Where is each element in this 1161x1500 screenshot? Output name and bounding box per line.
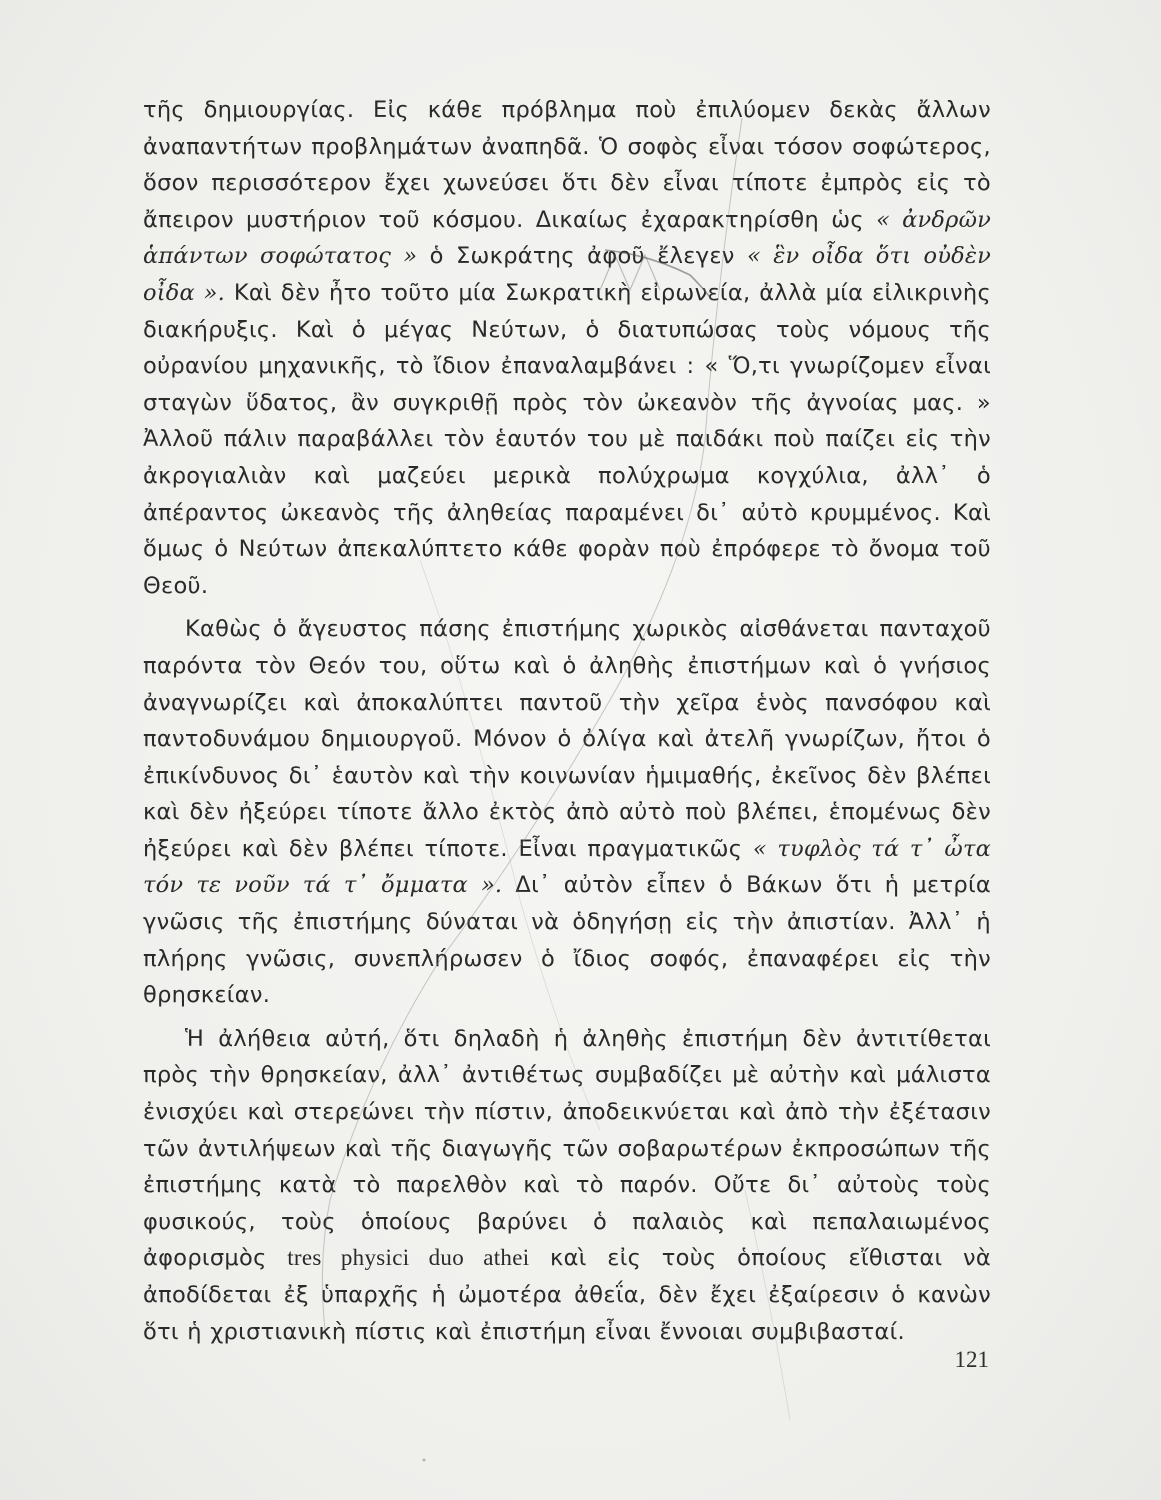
text-run: τῆς δημιουργίας. Εἰς κάθε πρόβλημα ποὺ ἐπιλύομεν δεκὰς ἄλλων ἀναπαντήτων προβλημάτων ἀναπηδᾶ. Ὁ σοφὸς εἶναι τόσον σοφώτερος, ὅσον περισσότερον ἔχει χωνεύσει ὅτι δὲν εἶναι τίποτε ἐμπρὸς εἰς τὸ ἄπειρον μυστήριον τοῦ κόσμου. Δικαίως ἐχαρακτηρίσθη ὡς xyxy=(143,97,991,233)
paragraph-3 xyxy=(143,1021,991,1350)
text-run: Καὶ δὲν ἦτο τοῦτο μία Σωκρατικὴ εἰρωνεία, ἀλλὰ μία εἰλικρινὴς διακήρυξις. Καὶ ὁ μέγας Νεύτων, ὁ διατυπώσας τοὺς νόμους τῆς οὐρανίου μηχανικῆς, τὸ ἴδιον ἐπαναλαμβάνει : « Ὅ,τι γνωρίζομεν εἶναι σταγὼν ὕδατος, ἂν συγκριθῇ πρὸς τὸν ὠκεανὸν τῆς ἀγνοίας μας. » Ἀλλοῦ πάλιν παραβάλλει τὸν ἑαυτόν του μὲ παιδάκι ποὺ παίζει εἰς τὴν ἀκρογιαλιὰν καὶ μαζεύει μερικὰ πολύχρωμα κογχύλια, ἀλλ᾽ ὁ ἀπέραντος ὠκεανὸς τῆς ἀληθείας παραμένει δι᾽ αὐτὸ κρυμμένος. Καὶ ὅμως ὁ Νεύτων ἀπεκαλύπτετο κάθε φορὰν ποὺ ἐπρόφερε τὸ ὄνομα τοῦ Θεοῦ. xyxy=(143,279,991,599)
italic-quote: « τυφλὸς τά τ᾽ ὦτα τόν τε νοῦν τά τ᾽ ὄμματα ». xyxy=(143,835,991,899)
italic-quote: « ἓν οἶδα ὅτι οὐδὲν οἶδα ». xyxy=(143,243,991,306)
text-run: Ἡ ἀλήθεια αὐτή, ὅτι δηλαδὴ ἡ ἀληθὴς ἐπιστήμη δὲν ἀντιτίθεται πρὸς τὴν θρησκείαν, ἀλλ᾽ ἀντιθέτως συμβαδίζει μὲ αὐτὴν καὶ μάλιστα ἐνισχύει καὶ στερεώνει τὴν πίστιν, ἀποδεικνύεται καὶ ἀπὸ τὴν ἐξέτασιν τῶν ἀντιλήψεων καὶ τῆς διαγωγῆς τῶν σοβαρωτέρων ἐκπροσώπων τῆς ἐπιστήμης κατὰ τὸ παρελθὸν καὶ τὸ παρόν. Οὔτε δι᾽ αὐτοὺς τοὺς φυσικούς, τοὺς ὁποίους βαρύνει ὁ παλαιὸς καὶ πεπαλαιωμένος ἀφορισμὸς xyxy=(143,1025,991,1272)
latin-phrase: tres physici duo athei xyxy=(287,1245,530,1271)
paragraph-2 xyxy=(143,611,991,1014)
text-run: Δι᾽ αὐτὸν εἶπεν ὁ Βάκων ὅτι ἡ μετρία γνῶσις τῆς ἐπιστήμης δύναται νὰ ὁδηγήσῃ εἰς τὴν ἀπιστίαν. Ἀλλ᾽ ἡ πλήρης γνῶσις, συνεπλήρωσεν ὁ ἴδιος σοφός, ἐπαναφέρει εἰς τὴν θρησκείαν. xyxy=(143,872,991,1009)
paragraph-1 xyxy=(143,92,991,604)
text-run: καὶ εἰς τοὺς ὁποίους εἴθισται νὰ ἀποδίδεται ἐξ ὑπαρχῆς ἡ ὠμοτέρα ἀθεΐα, δὲν ἔχει ἐξαίρεσιν ὁ κανὼν ὅτι ἡ χριστιανικὴ πίστις καὶ ἐπιστήμη εἶναι ἔννοιαι συμβιβασταί. xyxy=(143,1245,991,1345)
body-text xyxy=(143,92,991,1350)
text-run: ὁ Σωκράτης ἀφοῦ ἔλεγεν xyxy=(417,243,748,270)
page-number: 121 xyxy=(954,1347,989,1372)
text-run: Καθὼς ὁ ἄγευστος πάσης ἐπιστήμης χωρικὸς αἰσθάνεται πανταχοῦ παρόντα τὸν Θεόν του, οὕτω καὶ ὁ ἀληθὴς ἐπιστήμων καὶ ὁ γνήσιος ἀναγνωρίζει καὶ ἀποκαλύπτει παντοῦ τὴν χεῖρα ἑνὸς πανσόφου καὶ παντοδυνάμου δημιουργοῦ. Μόνον ὁ ὀλίγα καὶ ἀτελῆ γνωρίζων, ἤτοι ὁ ἐπικίνδυνος δι᾽ ἑαυτὸν καὶ τὴν κοινωνίαν ἡμιμαθής, ἐκεῖνος δὲν βλέπει καὶ δὲν ἠξεύρει τίποτε ἄλλο ἐκτὸς ἀπὸ αὐτὸ ποὺ βλέπει, ἑπομένως δὲν ἠξεύρει καὶ δὲν βλέπει τίποτε. Εἶναι πραγματικῶς xyxy=(143,616,991,862)
italic-quote: « ἀνδρῶν ἁπάντων σοφώτατος » xyxy=(143,206,991,270)
